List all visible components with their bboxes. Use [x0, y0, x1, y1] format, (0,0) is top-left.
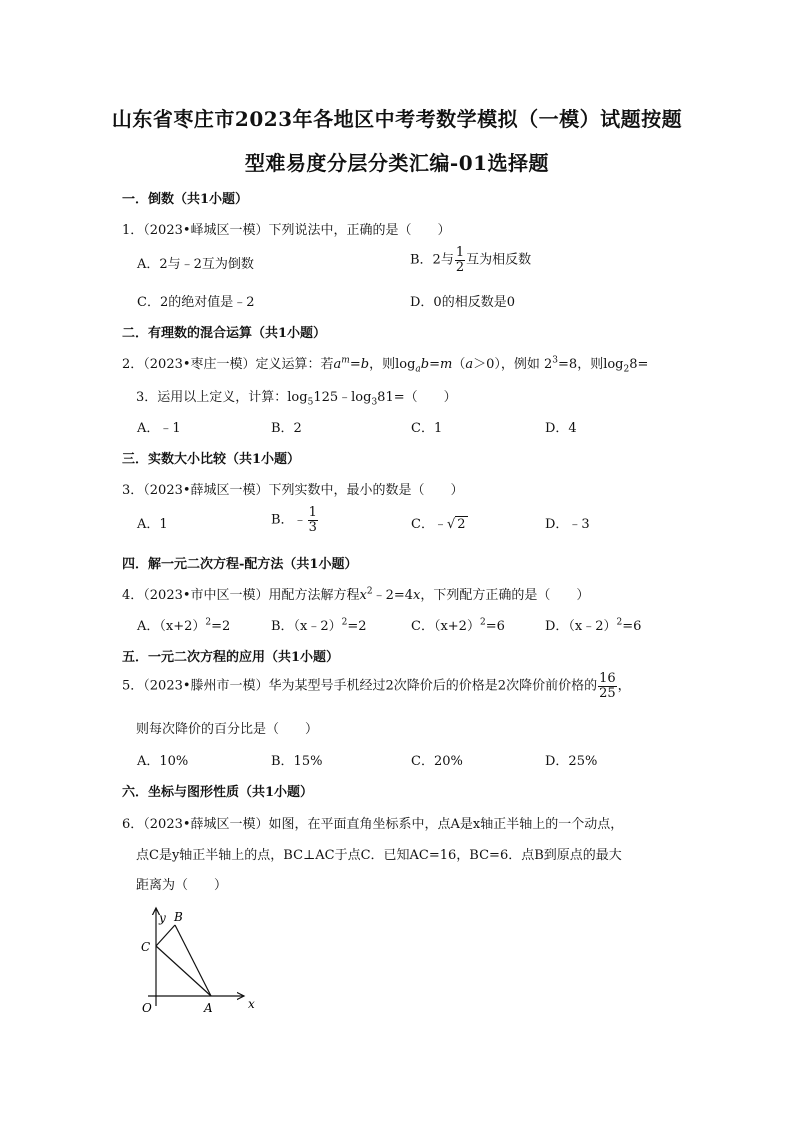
question-2-line1 — [122, 353, 648, 375]
segment-ba — [175, 925, 211, 996]
q4-option-b — [271, 615, 367, 634]
q1-option-a: A．2与﹣2互为倒数 — [137, 257, 254, 272]
label-a: A — [204, 1001, 213, 1015]
q4-option-c-exp: 2 — [479, 617, 486, 628]
q5-comma: ， — [617, 678, 631, 694]
segment-cb — [156, 925, 175, 946]
q2-var: a — [333, 357, 342, 372]
q3-option-a: A．1 — [137, 517, 168, 532]
question-6-line1: 6．（2023•薛城区一模）如图，在平面直角坐标系中，点A是x轴正半轴上的一个动点， — [122, 817, 624, 832]
q4-option-d-exp: 2 — [616, 617, 623, 628]
q4-var: x — [413, 588, 421, 603]
q2-option-a: A．﹣1 — [137, 421, 181, 436]
q2-var: m — [440, 357, 453, 372]
q2-sub: 3 — [371, 397, 378, 408]
q4-option-c-base: C．（x+2） — [411, 619, 480, 634]
q2-var: a — [415, 364, 421, 375]
q4-option-a-post: =2 — [211, 619, 231, 634]
q5-option-b: B．15% — [271, 754, 323, 769]
q2-text: = — [349, 357, 361, 372]
q4-option-a-base: A．（x+2） — [137, 619, 206, 634]
q3-option-c — [411, 513, 468, 532]
q4-option-a-exp: 2 — [205, 617, 212, 628]
fraction-denominator: 2 — [455, 259, 465, 275]
q5-fraction — [598, 672, 617, 700]
q4-exp: 2 — [366, 586, 373, 597]
q4-option-c-post: =6 — [485, 619, 505, 634]
q2-text: = — [429, 357, 440, 372]
q2-sub: 2 — [623, 364, 630, 375]
question-5-line2: 则每次降价的百分比是（ ） — [136, 722, 319, 737]
q3-option-c-pre: C．﹣ — [411, 517, 447, 532]
q4-option-d — [545, 615, 641, 634]
fraction-numerator: 16 — [599, 671, 616, 686]
q2-text: 3．运用以上定义，计算：log — [136, 390, 308, 405]
q3-option-b — [271, 506, 319, 534]
q5-option-a: A．10% — [137, 754, 189, 769]
label-o: O — [142, 1001, 152, 1015]
q1-option-b-post: 互为相反数 — [466, 252, 532, 268]
q2-var: b — [360, 357, 370, 372]
section-heading-4: 四．解一元二次方程-配方法（共1小题） — [122, 557, 358, 572]
q2-option-c: C．1 — [411, 421, 443, 436]
section-heading-2: 二．有理数的混合运算（共1小题） — [122, 326, 327, 341]
doc-title-line1: 山东省枣庄市2023年各地区中考考数学模拟（一模）试题按题 — [111, 107, 683, 131]
q4-text: ，下列配方正确的是（ ） — [420, 588, 590, 603]
fraction-numerator: 1 — [455, 245, 465, 260]
question-4-stem — [122, 584, 589, 603]
label-y: y — [159, 911, 166, 925]
q2-text: 8= — [629, 357, 649, 372]
question-6-line3: 距离为（ ） — [136, 878, 228, 893]
q2-var: m — [341, 355, 350, 366]
q4-option-a — [137, 615, 230, 634]
label-x: x — [248, 997, 255, 1011]
q2-var: a — [465, 357, 474, 372]
q2-sub: 5 — [307, 397, 314, 408]
question-5-line1 — [122, 672, 631, 700]
q4-option-d-post: =6 — [622, 619, 642, 634]
q2-text: （ — [452, 357, 466, 372]
q2-option-d: D．4 — [545, 421, 577, 436]
q2-var: b — [420, 357, 430, 372]
fraction-numerator: 1 — [308, 505, 317, 520]
q5-option-c: C．20% — [411, 754, 463, 769]
section-heading-1: 一．倒数（共1小题） — [122, 192, 249, 207]
q4-option-d-base: D．（x﹣2） — [545, 619, 617, 634]
section-heading-3: 三．实数大小比较（共1小题） — [122, 452, 301, 467]
q4-text: 4．（2023•市中区一模）用配方法解方程 — [122, 588, 360, 603]
q1-option-d: D．0的相反数是0 — [410, 295, 515, 310]
q2-text: ，则log — [369, 357, 416, 372]
q1-option-b — [410, 246, 531, 274]
q4-option-b-post: =2 — [347, 619, 367, 634]
q6-coordinate-figure — [134, 902, 264, 1022]
q4-option-b-base: B．（x﹣2） — [271, 619, 342, 634]
label-b: B — [174, 910, 183, 924]
q1-option-c: C．2的绝对值是﹣2 — [137, 295, 255, 310]
q3-option-d: D．﹣3 — [545, 517, 590, 532]
q3-option-b-pre: B．﹣ — [271, 512, 307, 528]
fraction-denominator: 3 — [308, 519, 317, 535]
segment-ca — [156, 946, 211, 996]
doc-title-line2: 型难易度分层分类汇编-01选择题 — [244, 151, 550, 175]
section-heading-5: 五．一元二次方程的应用（共1小题） — [122, 650, 340, 665]
q4-text: ﹣2=4 — [372, 588, 414, 603]
label-c: C — [141, 940, 151, 954]
q2-exp: 3 — [552, 355, 559, 366]
question-6-line2: 点C是y轴正半轴上的点，BC⊥AC于点C．已知AC=16，BC=6．点B到原点的最大 — [136, 848, 622, 863]
q2-text: 81=（ ） — [377, 390, 457, 405]
q5-stem: 5．（2023•滕州市一模）华为某型号手机经过2次降价后的价格是2次降价前价格的 — [122, 678, 598, 694]
q4-option-b-exp: 2 — [341, 617, 348, 628]
question-1-stem: 1．（2023•峄城区一模）下列说法中，正确的是（ ） — [122, 223, 451, 238]
q5-option-d: D．25% — [545, 754, 598, 769]
sqrt-radicand: 2 — [457, 517, 466, 532]
q2-text: =8，则log — [558, 357, 624, 372]
q1-option-b-fraction — [455, 246, 465, 274]
question-3-stem: 3．（2023•薛城区一模）下列实数中，最小的数是（ ） — [122, 483, 464, 498]
q4-var: x — [359, 588, 367, 603]
q3-option-b-fraction — [308, 506, 318, 534]
section-heading-6: 六．坐标与图形性质（共1小题） — [122, 785, 314, 800]
q2-text: ＞0），例如 2 — [473, 357, 553, 372]
q1-option-b-pre: B．2与 — [410, 252, 454, 268]
q2-option-b: B．2 — [271, 421, 302, 436]
fraction-denominator: 25 — [599, 685, 616, 701]
sqrt-sign: √ — [446, 517, 456, 532]
q4-option-c — [411, 615, 505, 634]
question-2-line2 — [136, 386, 457, 408]
q2-text: 2．（2023•枣庄一模）定义运算：若 — [122, 357, 334, 372]
q2-text: 125﹣log — [313, 390, 372, 405]
